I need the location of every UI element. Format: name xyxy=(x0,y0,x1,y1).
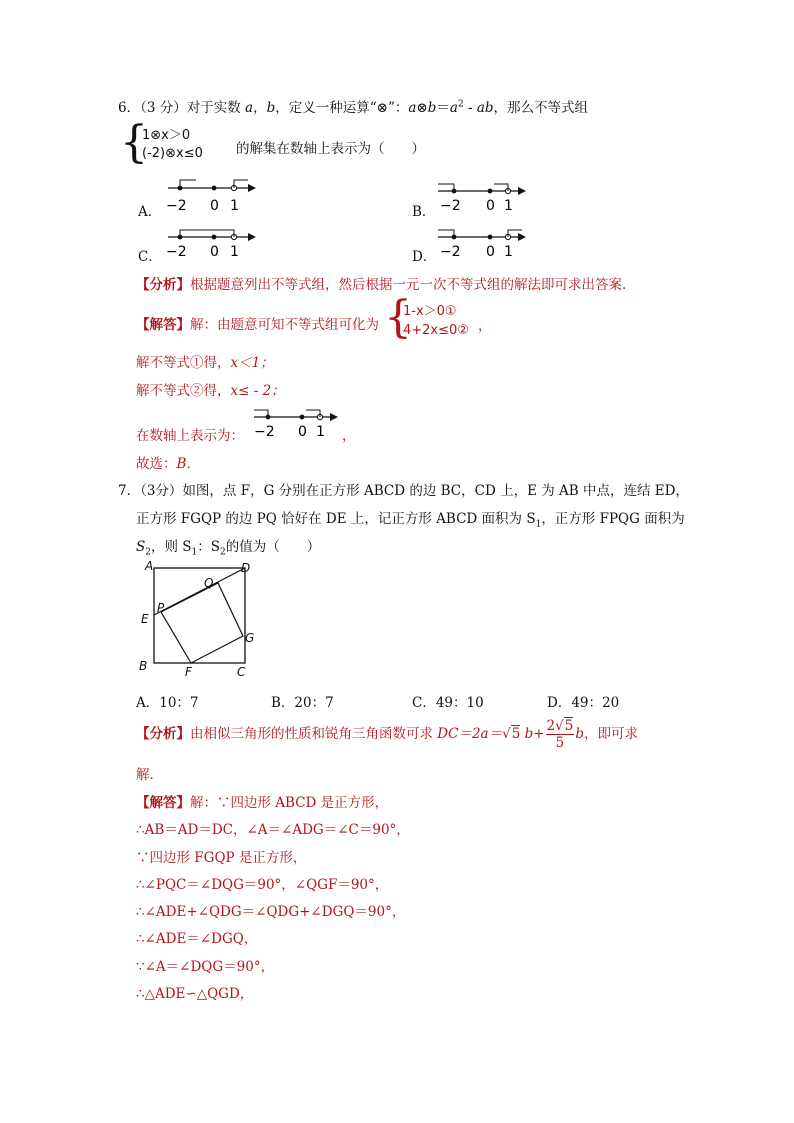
q7-analysis-tail2: 解． xyxy=(136,767,163,783)
q6-solution-sys2: 4+2x≤0② xyxy=(403,323,469,338)
q7-s2: S xyxy=(136,539,146,555)
q6-numberline-comma: ， xyxy=(342,428,356,444)
q7-line3-mid: ，则 S xyxy=(150,539,192,555)
q7-analysis-fraction: $\frac{2√5}{5}$ xyxy=(546,718,574,751)
q6-step1-text: 解不等式①得， xyxy=(136,355,231,371)
q6-analysis-text: 根据题意列出不等式组，然后根据一元一次不等式组的解法即可求出答案． xyxy=(190,277,636,293)
q7-fig-label-b: B xyxy=(139,659,148,673)
q7-solution-intro xyxy=(136,791,388,811)
q6-score: （3 分） xyxy=(140,100,187,116)
q7-step-1: ∴AB＝AD＝DC，∠A＝∠ADG＝∠C＝90°， xyxy=(136,822,410,838)
q6-system-brace: { xyxy=(120,117,148,168)
q6-numberline-text: 在数轴上表示为： xyxy=(136,428,244,444)
q7-line3-ratio: ：S xyxy=(197,539,221,555)
q7-step-6: ∵∠A＝∠DQG＝90°， xyxy=(136,959,275,975)
q6-step1-math: x＜1； xyxy=(230,355,274,371)
q6-d-tick-1: 1 xyxy=(504,244,513,260)
q7-score: （3分） xyxy=(140,483,183,499)
q6-stem-def: ，定义一种运算“⊗”： xyxy=(275,100,409,116)
q7-option-d[interactable]: D．49：20 xyxy=(547,695,620,711)
q7-analysis-text: 由相似三角形的性质和锐角三角函数可求 xyxy=(190,726,433,742)
q6-option-a-label[interactable]: A． xyxy=(138,204,162,220)
q6-c-tick-1: 1 xyxy=(230,244,239,260)
q6-a-tick-1: 1 xyxy=(230,198,239,214)
q6-answer-choice: B． xyxy=(176,456,200,472)
q6-solution-tag: 【解答】 xyxy=(136,317,190,333)
q6-var-a: a xyxy=(245,100,254,116)
q7-fig-label-f: F xyxy=(185,665,192,679)
q6-system-line1: 1⊗x＞0 xyxy=(142,128,191,143)
q6-c-tick-neg2: −2 xyxy=(166,244,187,260)
q7-step-2: ∵四边形 FGQP 是正方形， xyxy=(136,850,307,866)
q6-option-a-numberline[interactable] xyxy=(160,176,260,216)
q6-solution-sys1: 1-x＞0① xyxy=(403,304,457,319)
q7-stem-line3 xyxy=(136,535,320,558)
q6-stem-line1: 6．（3 分）对于实数 a，b，定义一种运算“⊗”：$a\otimes b=a^2$ - ab，那么不等式组 xyxy=(118,99,589,116)
q6-stem-tail: ，那么不等式组 xyxy=(493,100,589,116)
q6-def-lhs: a⊗b xyxy=(408,100,437,116)
q7-analysis-math-b: b+ xyxy=(524,726,545,742)
q7-line2-tail: ，正方形 FPQG 面积为 xyxy=(541,511,685,527)
q7-analysis-sqrt: 5 xyxy=(511,726,521,742)
q7-fig-label-g: G xyxy=(245,631,255,645)
q6-a-tick-neg2: −2 xyxy=(166,198,187,214)
q6-sol-tick-1: 1 xyxy=(316,424,325,440)
q7-s2b-sub: 2 xyxy=(220,547,226,558)
q6-d-tick-neg2: −2 xyxy=(440,244,461,260)
q7-analysis-tag: 【分析】 xyxy=(136,726,190,742)
q7-analysis-tail: ，即可求 xyxy=(584,726,639,742)
q7-figure xyxy=(135,558,265,682)
q7-stem-line1 xyxy=(118,479,689,499)
q6-answer-text: 故选： xyxy=(136,456,177,472)
q6-step2-text: 解不等式②得， xyxy=(136,383,231,399)
q6-d-tick-0: 0 xyxy=(486,244,495,260)
q6-answer xyxy=(136,452,200,472)
q7-option-a[interactable]: A．10：7 xyxy=(136,695,199,711)
q7-analysis: 【分析】由相似三角形的性质和锐角三角函数可求 DC＝2a＝√5 b+ $\frac{2√5}{5}$ b，即可求 xyxy=(136,718,639,751)
q6-sol-tick-neg2: −2 xyxy=(254,424,275,440)
q7-analysis-math-a: DC＝2a＝ xyxy=(437,726,503,742)
q6-step1 xyxy=(136,351,274,371)
q6-var-b: b xyxy=(266,100,276,116)
q6-def-rhs: a xyxy=(449,100,458,116)
q6-solution-numberline xyxy=(250,402,346,442)
q6-c-tick-0: 0 xyxy=(210,244,219,260)
q6-option-d-label[interactable]: D． xyxy=(412,249,437,265)
q7-step-3: ∴∠PQC＝∠DQG＝90°，∠QGF＝90°， xyxy=(136,877,389,893)
q6-sol-tick-0: 0 xyxy=(298,424,307,440)
q6-stem-line2: 的解集在数轴上表示为（ ） xyxy=(236,141,425,157)
q7-fig-label-c: C xyxy=(237,665,246,679)
q7-fig-label-e: E xyxy=(141,612,149,626)
q6-step2-math: x≤ - 2； xyxy=(230,383,285,399)
q6-option-c-numberline[interactable] xyxy=(160,222,260,262)
q7-frac-sqrt: 5 xyxy=(564,718,574,734)
q6-number: 6． xyxy=(118,100,141,116)
q6-stem-text: 对于实数 xyxy=(186,100,241,116)
q7-fig-label-a: A xyxy=(145,559,154,573)
q7-s1-sub: 1 xyxy=(191,547,198,558)
q7-line2-sub: 1 xyxy=(535,519,542,530)
q7-step-4: ∴∠ADE+∠QDG＝∠QDG+∠DGQ＝90°， xyxy=(136,904,406,920)
q7-frac-den: 5 xyxy=(555,735,565,751)
q6-a-tick-0: 0 xyxy=(210,198,219,214)
q7-s2-sub: 2 xyxy=(145,547,151,558)
q6-analysis xyxy=(136,273,636,293)
q6-b-tick-neg2: −2 xyxy=(440,198,461,214)
q6-step2 xyxy=(136,379,285,399)
q6-b-tick-1: 1 xyxy=(504,198,513,214)
q7-fig-label-q: Q xyxy=(204,576,214,590)
q7-analysis-math-c: b xyxy=(575,726,585,742)
q7-step-5: ∴∠ADE＝∠DGQ， xyxy=(136,931,258,947)
q7-line1-text: 如图，点 F，G 分别在正方形 ABCD 的边 BC，CD 上，E 为 AB 中点，连结 ED， xyxy=(182,483,689,499)
q7-fig-label-p: P xyxy=(157,601,165,615)
q6-def-eq: ＝ xyxy=(436,100,450,116)
q7-option-c[interactable]: C．49：10 xyxy=(412,695,484,711)
q7-option-b[interactable]: B．20：7 xyxy=(271,695,334,711)
q6-solution-brace: { xyxy=(384,292,412,343)
q6-def-sup: 2 xyxy=(457,99,464,110)
q7-line3-tail: 的值为（ ） xyxy=(225,539,321,555)
q7-solution-tag: 【解答】 xyxy=(136,795,190,811)
q6-b-tick-0: 0 xyxy=(486,198,495,214)
q6-system-line2: (-2)⊗x≤0 xyxy=(142,146,203,161)
q7-number: 7． xyxy=(118,483,141,499)
q6-option-b-numberline[interactable] xyxy=(434,176,534,216)
q7-line2-text: 正方形 FGQP 的边 PQ 恰好在 DE 上，记正方形 ABCD 面积为 S xyxy=(136,511,536,527)
q6-option-d-numberline[interactable] xyxy=(434,222,534,262)
q7-frac-coef: 2 xyxy=(546,718,556,734)
q6-solution-intro xyxy=(136,313,379,333)
q7-solution-text: 解：∵四边形 ABCD 是正方形， xyxy=(190,795,389,811)
q6-def-rest: - ab xyxy=(463,100,494,116)
q6-option-b-label[interactable]: B． xyxy=(412,204,436,220)
q6-option-c-label[interactable]: C． xyxy=(138,249,162,265)
q7-step-7: ∴△ADE∽△QGD， xyxy=(136,986,254,1002)
q6-solution-text: 解：由题意可知不等式组可化为 xyxy=(190,317,379,333)
q7-stem-line2 xyxy=(136,507,685,530)
q6-analysis-tag: 【分析】 xyxy=(136,277,190,293)
q6-solution-comma: ， xyxy=(478,318,492,334)
q7-fig-label-d: D xyxy=(241,561,251,575)
